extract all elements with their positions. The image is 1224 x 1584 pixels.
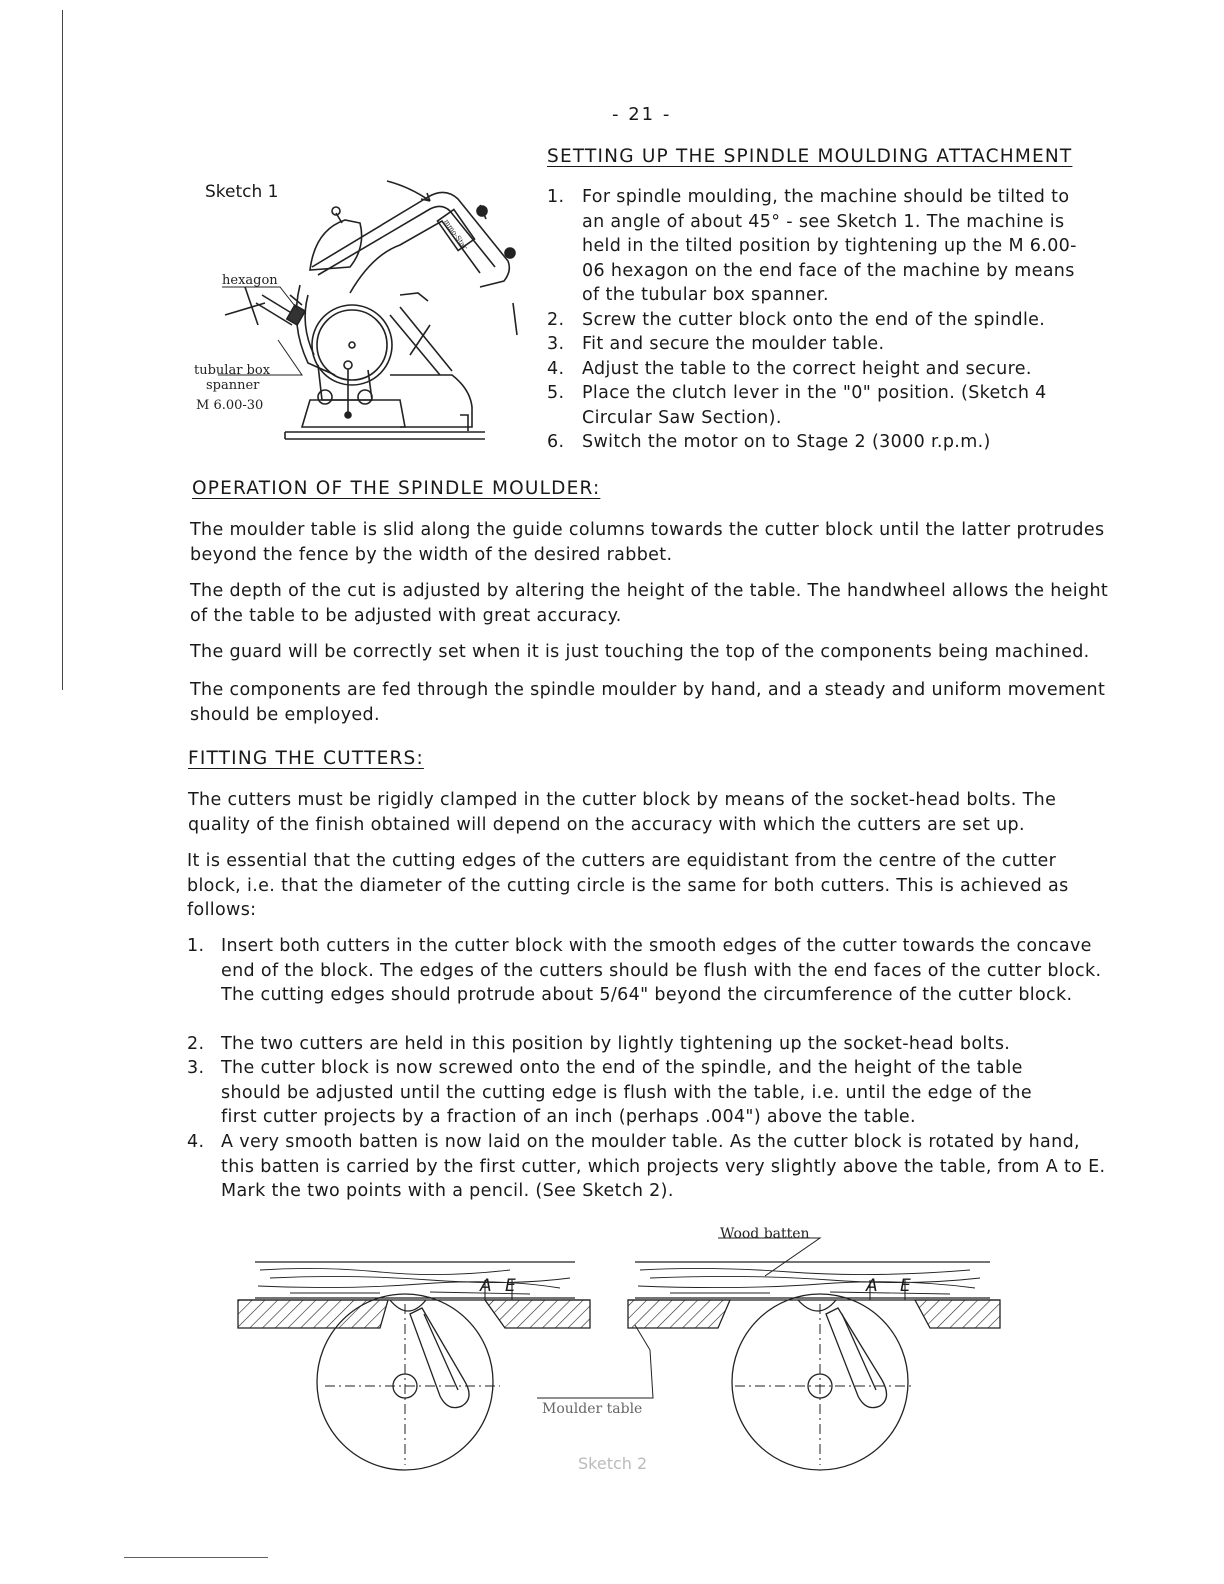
footer-rule <box>124 1557 268 1558</box>
step-text: Adjust the table to the correct height and secure. <box>582 359 1032 379</box>
step-text: For spindle moulding, the machine should be tilted to an angle of about 45° - see Sketch 1. The machine is held in the tilted position by tightening up the M 6.00-06 hexagon on the end face of the machine by means of the tubular box spanner. <box>582 187 1077 305</box>
cutters-heading: FITTING THE CUTTERS: <box>188 748 424 769</box>
operation-paragraph-3: The guard will be correctly set when it is just touching the top of the components being machined. <box>190 642 1090 662</box>
svg-text:mmo-Star: mmo-Star <box>442 217 469 252</box>
step-number: 3. <box>547 334 565 354</box>
step-number: 1. <box>547 187 565 207</box>
label-wood-batten: Wood batten <box>720 1226 810 1242</box>
point-e-right: E <box>900 1276 911 1296</box>
sketch2-right-assembly <box>628 1238 1000 1470</box>
page-number: - 21 - <box>612 104 672 125</box>
step-number: 3. <box>187 1058 205 1078</box>
label-hexagon: hexagon <box>222 273 278 288</box>
step-number: 6. <box>547 432 565 452</box>
operation-paragraph-1: The moulder table is slid along the guide columns towards the cutter block until the latter protrudes beyond the fence by the width of the desired rabbet. <box>190 520 1105 565</box>
label-tubular-box: tubular box <box>194 363 271 378</box>
label-moulder-table: Moulder table <box>542 1401 643 1417</box>
operation-heading: OPERATION OF THE SPINDLE MOULDER: <box>192 478 601 499</box>
label-spanner: spanner <box>206 378 260 393</box>
step-text: Fit and secure the moulder table. <box>582 334 885 354</box>
sketch1-machine-drawing <box>190 175 535 450</box>
sketch2-caption: Sketch 2 <box>578 1454 648 1473</box>
step-number: 4. <box>187 1132 205 1152</box>
point-a-right: A <box>866 1276 878 1296</box>
step-text: Insert both cutters in the cutter block with the smooth edges of the cutter towards the concave end of the block. The edges of the cutters should be flush with the end faces of the cutter block. The cutting edges should protrude about 5/64" beyond the circumference of the cutter block. <box>221 936 1102 1005</box>
point-a-left: A <box>480 1276 492 1296</box>
sketch2-drawing <box>230 1220 1020 1490</box>
margin-rule <box>62 10 63 690</box>
step-number: 2. <box>187 1034 205 1054</box>
operation-paragraph-4: The components are fed through the spindle moulder by hand, and a steady and uniform movement should be employed. <box>190 680 1106 725</box>
cutters-paragraph-2: It is essential that the cutting edges of the cutters are equidistant from the centre of the cutter block, i.e. that the diameter of the cutting circle is the same for both cutters. This is achieved as follows: <box>187 851 1069 920</box>
label-spanner-code: M 6.00-30 <box>196 398 264 413</box>
step-number: 2. <box>547 310 565 330</box>
step-number: 1. <box>187 936 205 956</box>
setup-heading: SETTING UP THE SPINDLE MOULDING ATTACHMENT <box>547 146 1073 167</box>
step-text: The cutter block is now screwed onto the end of the spindle, and the height of the table should be adjusted until the cutting edge is flush with the table, i.e. until the edge of the first cutter projects by a fraction of an inch (perhaps .004") above the table. <box>221 1058 1032 1127</box>
step-text: Place the clutch lever in the "0" position. (Sketch 4 Circular Saw Section). <box>582 383 1047 428</box>
step-number: 5. <box>547 383 565 403</box>
point-e-left: E <box>505 1276 516 1296</box>
step-text: Switch the motor on to Stage 2 (3000 r.p.m.) <box>582 432 991 452</box>
sketch2-left-assembly <box>238 1262 590 1470</box>
step-number: 4. <box>547 359 565 379</box>
sketch1-title: Sketch 1 <box>205 182 279 202</box>
cutters-paragraph-1: The cutters must be rigidly clamped in the cutter block by means of the socket-head bolts. The quality of the finish obtained will depend on the accuracy with which the cutters are set up. <box>188 790 1057 835</box>
operation-paragraph-2: The depth of the cut is adjusted by altering the height of the table. The handwheel allows the height of the table to be adjusted with great accuracy. <box>190 581 1109 626</box>
step-text: Screw the cutter block onto the end of the spindle. <box>582 310 1046 330</box>
step-text: The two cutters are held in this position by lightly tightening up the socket-head bolts. <box>221 1034 1011 1054</box>
step-text: A very smooth batten is now laid on the moulder table. As the cutter block is rotated by hand, this batten is carried by the first cutter, which projects very slightly above the table, from A to E. Mark the two points with a pencil. (See Sketch 2). <box>221 1132 1106 1201</box>
